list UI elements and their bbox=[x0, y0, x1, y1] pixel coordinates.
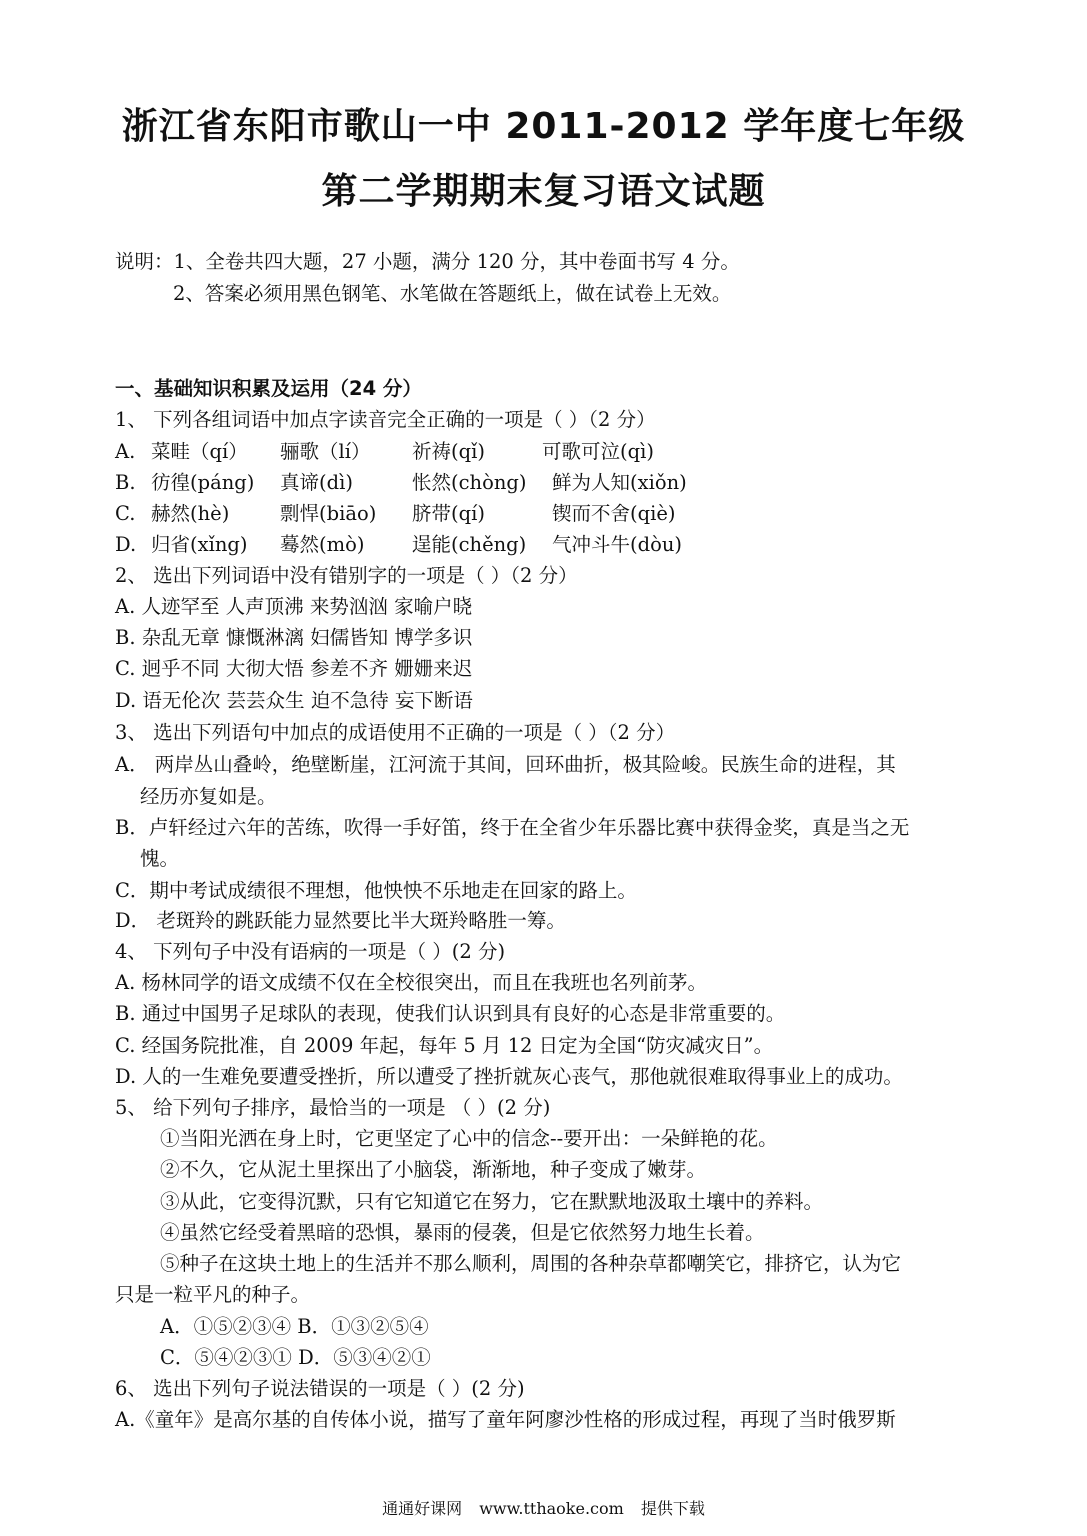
sentence-item: ①当阳光洒在身上时，它更坚定了心中的信念--要开出：一朵鲜艳的花。 bbox=[160, 1127, 778, 1150]
instruction-line: 说明：1、全卷共四大题，27 小题，满分 120 分，其中卷面书写 4 分。 bbox=[115, 250, 740, 273]
sentence-item-continued: 只是一粒平凡的种子。 bbox=[115, 1283, 311, 1306]
option-letter: A. bbox=[115, 440, 136, 463]
question-stem: 6、 选出下列句子说法错误的一项是（ ）(2 分) bbox=[115, 1377, 525, 1400]
option-letter: C. bbox=[115, 502, 136, 525]
question-option bbox=[115, 530, 682, 560]
question-option: B．卢轩经过六年的苦练，吹得一手好笛，终于在全省少年乐器比赛中获得金奖，真是当之无 bbox=[115, 816, 910, 839]
question-stem: 4、 下列句子中没有语病的一项是（ ）(2 分) bbox=[115, 940, 506, 963]
question-stem: 1、 下列各组词语中加点字读音完全正确的一项是（ ）（2 分） bbox=[115, 408, 656, 431]
page-footer bbox=[0, 1496, 1087, 1519]
option-word: 赫然(hè) bbox=[151, 502, 230, 525]
footer-site-name: 通通好课网 bbox=[382, 1499, 463, 1518]
sentence-item: ②不久，它从泥土里探出了小脑袋，渐渐地，种子变成了嫩芽。 bbox=[160, 1158, 707, 1181]
option-word: 蓦然(mò) bbox=[280, 533, 365, 556]
question-option-continued: 愧。 bbox=[140, 847, 180, 870]
option-word: 菜畦（qí） bbox=[151, 440, 248, 463]
question-option: C. 经国务院批准，自 2009 年起，每年 5 月 12 日定为全国“防灾减灾日”。 bbox=[115, 1034, 774, 1057]
question-option: D． 老斑羚的跳跃能力显然要比半大斑羚略胜一筹。 bbox=[115, 909, 566, 932]
option-word: 可歌可泣(qì) bbox=[542, 440, 654, 463]
option-word: 怅然(chòng) bbox=[412, 471, 527, 494]
question-option: B. 通过中国男子足球队的表现，使我们认识到具有良好的心态是非常重要的。 bbox=[115, 1002, 786, 1025]
option-word: 逞能(chěng) bbox=[412, 533, 527, 556]
question-option bbox=[115, 437, 654, 467]
question-stem: 5、 给下列句子排序，最恰当的一项是 （ ）(2 分) bbox=[115, 1096, 551, 1119]
option-word: 真谛(dì) bbox=[280, 471, 353, 494]
question-option: C．⑤④②③① D．⑤③④②① bbox=[160, 1346, 431, 1369]
option-word: 气冲斗牛(dòu) bbox=[552, 533, 682, 556]
option-word: 鲜为人知(xiǒn) bbox=[552, 471, 687, 494]
question-option: A． 两岸丛山叠岭，绝壁断崖，江河流于其间，回环曲折，极其险峻。民族生命的进程，其 bbox=[115, 753, 896, 776]
question-option-continued: 经历亦复如是。 bbox=[140, 785, 277, 808]
question-option: D. 人的一生难免要遭受挫折，所以遭受了挫折就灰心丧气，那他就很难取得事业上的成功。 bbox=[115, 1065, 903, 1088]
question-option bbox=[115, 468, 687, 498]
question-option: C. 迥乎不同 大彻大悟 参差不齐 姗姗来迟 bbox=[115, 657, 473, 680]
section-heading: 一、基础知识积累及运用（24 分） bbox=[115, 377, 422, 400]
question-option: A. 杨林同学的语文成绩不仅在全校很突出，而且在我班也名列前茅。 bbox=[115, 971, 707, 994]
question-stem: 3、 选出下列语句中加点的成语使用不正确的一项是（ ）（2 分） bbox=[115, 721, 676, 744]
sentence-item: ④虽然它经受着黑暗的恐惧，暴雨的侵袭，但是它依然努力地生长着。 bbox=[160, 1221, 765, 1244]
question-option bbox=[115, 499, 675, 529]
footer-url[interactable]: www.tthaoke.com bbox=[479, 1499, 624, 1518]
question-option: D. 语无伦次 芸芸众生 迫不急待 妄下断语 bbox=[115, 689, 473, 712]
question-option: A.《童年》是高尔基的自传体小说，描写了童年阿廖沙性格的形成过程，再现了当时俄罗斯 bbox=[115, 1408, 896, 1431]
question-option: B. 杂乱无章 慷慨淋漓 妇儒皆知 博学多识 bbox=[115, 626, 473, 649]
question-option: A．①⑤②③④ B．①③②⑤④ bbox=[160, 1315, 429, 1338]
option-letter: B. bbox=[115, 471, 136, 494]
option-word: 脐带(qí) bbox=[412, 502, 485, 525]
instruction-line: 2、答案必须用黑色钢笔、水笔做在答题纸上，做在试卷上无效。 bbox=[173, 282, 732, 305]
page-title: 浙江省东阳市歌山一中 2011-2012 学年度七年级 bbox=[121, 106, 966, 147]
question-option: A. 人迹罕至 人声顶沸 来势汹汹 家喻户晓 bbox=[115, 595, 473, 618]
option-word: 锲而不舍(qiè) bbox=[552, 502, 676, 525]
option-word: 剽悍(biāo) bbox=[280, 502, 377, 525]
option-letter: D. bbox=[115, 533, 137, 556]
sentence-item: ③从此，它变得沉默，只有它知道它在努力，它在默默地汲取土壤中的养料。 bbox=[160, 1190, 824, 1213]
question-option: C．期中考试成绩很不理想，他怏怏不乐地走在回家的路上。 bbox=[115, 879, 637, 902]
question-stem: 2、 选出下列词语中没有错别字的一项是（ ）（2 分） bbox=[115, 564, 578, 587]
sentence-item: ⑤种子在这块土地上的生活并不那么顺利，周围的各种杂草都嘲笑它，排挤它，认为它 bbox=[160, 1252, 902, 1275]
footer-note: 提供下载 bbox=[640, 1499, 705, 1518]
page-subtitle: 第二学期期末复习语文试题 bbox=[321, 171, 766, 212]
option-word: 祈祷(qǐ) bbox=[412, 440, 485, 463]
option-word: 归省(xǐng) bbox=[151, 533, 248, 556]
option-word: 骊歌（lí） bbox=[280, 440, 371, 463]
option-word: 彷徨(páng) bbox=[151, 471, 255, 494]
